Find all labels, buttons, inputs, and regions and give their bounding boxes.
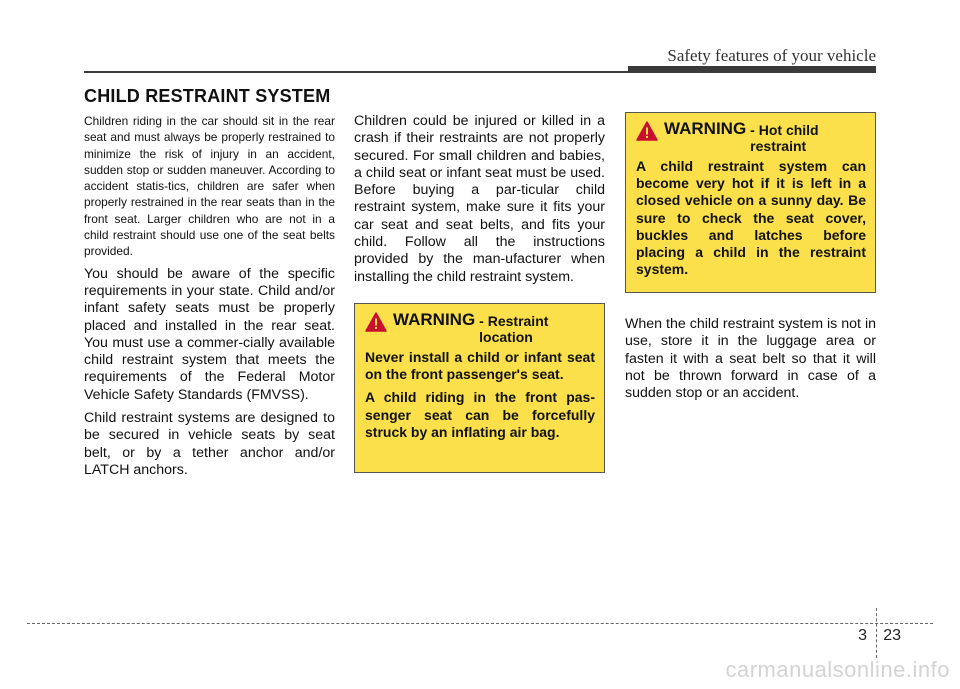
- injury-paragraph: Children could be injured or killed in a crash if their restraints are not properly secured. For small children and babies, a child seat or infant seat must be used. Before buying a par-ticular child restraint system, make sure it fits your car seat and seat belts, and fits your child. Follow all the instructions provided by the man-ufacturer when installing the child restraint system.: [354, 113, 605, 285]
- warning-subtitle: - Restraint location: [479, 313, 549, 345]
- warning-heading: [636, 119, 866, 154]
- securing-paragraph: Child restraint systems are designed to be secured in vehicle seats by seat belt, or by a tether anchor and/or LATCH anchors.: [84, 410, 335, 478]
- column-2: [354, 113, 605, 292]
- chapter-number: 3: [858, 627, 867, 644]
- warning-text-2: A child riding in the front pas-senger seat can be forcefully struck by an inflating air bag.: [365, 389, 595, 440]
- storage-paragraph: When the child restraint system is not in use, store it in the luggage area or fasten it with a seat belt so that it will not be thrown forward in case of a sudden stop or an accident.: [625, 316, 876, 402]
- warning-triangle-icon: [636, 121, 658, 141]
- warning-box-hot-restraint: [625, 112, 876, 293]
- chapter-title: Safety features of your vehicle: [667, 46, 876, 65]
- warning-text-1: A child restraint system can become very hot if it is left in a closed vehicle on a sunny day. Be sure to check the seat cover, buckles and latches before placing a child in the restraint system.: [636, 158, 866, 278]
- warning-heading: [365, 310, 595, 345]
- section-title: CHILD RESTRAINT SYSTEM: [84, 86, 331, 106]
- warning-subtitle: - Hot child restraint: [750, 122, 819, 154]
- state-requirements-paragraph: You should be aware of the specific requirements in your state. Child and/or infant safety seats must be properly placed and installed in the rear seat. You must use a commer-cially available child restraint system that meets the requirements of the Federal Motor Vehicle Safety Standards (FMVSS).: [84, 265, 335, 403]
- footer-rule: [27, 623, 933, 624]
- warning-triangle-icon: [365, 312, 387, 332]
- warning-word: WARNING: [393, 310, 476, 329]
- warning-word: WARNING: [664, 119, 747, 138]
- column-3: [625, 316, 876, 408]
- column-1: [84, 113, 335, 485]
- intro-paragraph: Children riding in the car should sit in the rear seat and must always be properly restrained to minimize the risk of injury in an accident, sudden stop or sudden maneuver. According to accident statis-tics, children are safer when properly restrained in the rear seats than in the front seat. Larger children who are not in a child restraint should use one of the seat belts provided.: [84, 114, 335, 259]
- warning-box-restraint-location: [354, 303, 605, 473]
- header-rule: [84, 71, 876, 73]
- page-number: 23: [883, 627, 901, 644]
- warning-text-1: Never install a child or infant seat on the front passenger's seat.: [365, 349, 595, 383]
- watermark: carmanualsonline.info: [725, 657, 950, 682]
- page-number-divider: [876, 608, 877, 658]
